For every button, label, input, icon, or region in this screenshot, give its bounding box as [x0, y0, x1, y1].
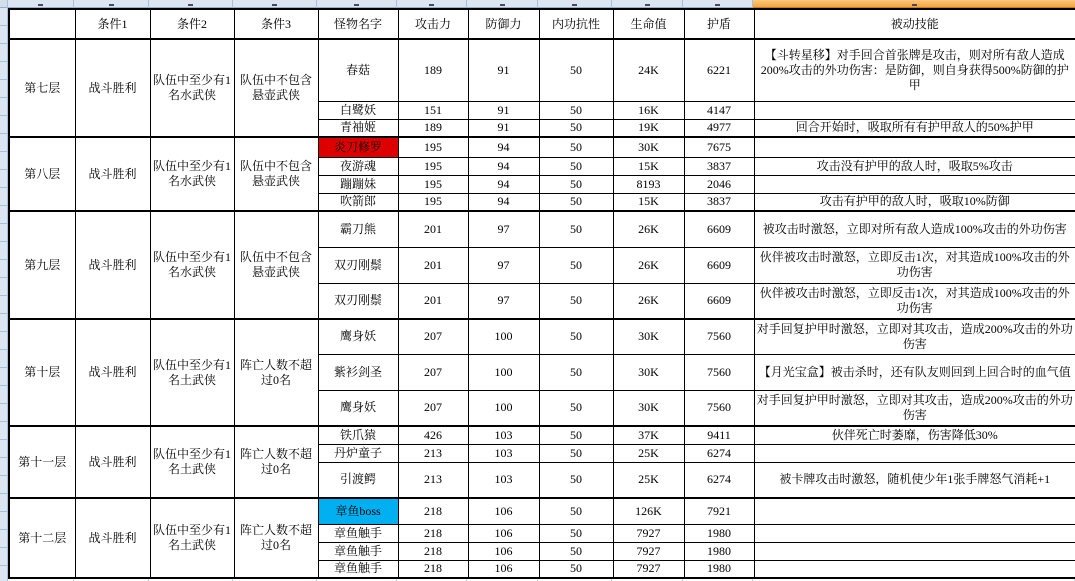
- hp-cell[interactable]: 7927: [613, 560, 684, 578]
- shield-cell[interactable]: 7560: [684, 354, 754, 390]
- header-defense[interactable]: 防御力: [468, 9, 539, 39]
- passive-skill-cell[interactable]: 攻击没有护甲的敌人时，吸取5%攻击: [754, 157, 1075, 175]
- column-header-cell[interactable]: [538, 0, 612, 8]
- defense-cell[interactable]: 106: [468, 542, 539, 560]
- defense-cell[interactable]: 106: [468, 498, 539, 524]
- column-header-cell[interactable]: [753, 0, 1075, 8]
- defense-cell[interactable]: 100: [468, 390, 539, 426]
- attack-cell[interactable]: 151: [398, 101, 468, 119]
- header-floor[interactable]: [9, 9, 75, 39]
- resist-cell[interactable]: 50: [539, 39, 613, 101]
- hp-cell[interactable]: 19K: [613, 119, 684, 137]
- shield-cell[interactable]: 1980: [684, 542, 754, 560]
- hp-cell[interactable]: 30K: [613, 319, 684, 354]
- hp-cell[interactable]: 8193: [613, 175, 684, 193]
- passive-skill-cell[interactable]: 对手回复护甲时激怒，立即对其攻击，造成200%攻击的外功伤害: [754, 390, 1075, 426]
- shield-cell[interactable]: 6221: [684, 39, 754, 101]
- attack-cell[interactable]: 426: [398, 426, 468, 444]
- condition-1-cell[interactable]: 战斗胜利: [75, 426, 150, 498]
- monster-name-cell[interactable]: 引渡鳄: [318, 462, 398, 498]
- floor-label-cell[interactable]: 第十层: [9, 319, 75, 426]
- condition-1-cell[interactable]: 战斗胜利: [75, 39, 150, 137]
- condition-2-cell[interactable]: 队伍中至少有1名土武侠: [150, 426, 234, 498]
- attack-cell[interactable]: 218: [398, 560, 468, 578]
- defense-cell[interactable]: 103: [468, 426, 539, 444]
- monster-name-cell[interactable]: 霸刀熊: [318, 211, 398, 247]
- column-letter-remnant: [188, 4, 193, 6]
- column-letter-remnant: [912, 4, 917, 6]
- passive-skill-cell[interactable]: [754, 524, 1075, 542]
- passive-skill-cell[interactable]: 被攻击时激怒，立即对所有敌人造成100%攻击的外功伤害: [754, 211, 1075, 247]
- column-header-strip: [0, 0, 1075, 8]
- passive-skill-cell[interactable]: 回合开始时，吸取所有有护甲敌人的50%护甲: [754, 119, 1075, 137]
- resist-cell[interactable]: 50: [539, 542, 613, 560]
- shield-cell[interactable]: 3837: [684, 157, 754, 175]
- passive-skill-cell[interactable]: [754, 101, 1075, 119]
- monster-name-cell[interactable]: 章鱼触手: [318, 524, 398, 542]
- shield-cell[interactable]: 3837: [684, 193, 754, 211]
- monster-row: [9, 137, 1075, 157]
- defense-cell[interactable]: 94: [468, 193, 539, 211]
- attack-cell[interactable]: 189: [398, 39, 468, 101]
- hp-cell[interactable]: 25K: [613, 444, 684, 462]
- condition-1-cell[interactable]: 战斗胜利: [75, 211, 150, 319]
- resist-cell[interactable]: 50: [539, 283, 613, 319]
- condition-2-cell[interactable]: 队伍中至少有1名水武侠: [150, 137, 234, 211]
- hp-cell[interactable]: 30K: [613, 137, 684, 157]
- column-header-cell[interactable]: [74, 0, 149, 8]
- shield-cell[interactable]: 6274: [684, 462, 754, 498]
- condition-3-cell[interactable]: 阵亡人数不超过0名: [234, 319, 318, 426]
- header-passive[interactable]: 被动技能: [754, 9, 1075, 39]
- monster-name-cell[interactable]: 章鱼触手: [318, 560, 398, 578]
- monster-name-cell[interactable]: 鹰身妖: [318, 319, 398, 354]
- header-condition-1[interactable]: 条件1: [75, 9, 150, 39]
- hp-cell[interactable]: 25K: [613, 462, 684, 498]
- hp-cell[interactable]: 30K: [613, 390, 684, 426]
- passive-skill-cell[interactable]: [754, 560, 1075, 578]
- hp-cell[interactable]: 26K: [613, 247, 684, 283]
- resist-cell[interactable]: 50: [539, 175, 613, 193]
- monster-name-cell[interactable]: 青袖姬: [318, 119, 398, 137]
- hp-cell[interactable]: 30K: [613, 354, 684, 390]
- condition-1-cell[interactable]: 战斗胜利: [75, 498, 150, 578]
- monster-table-body: [9, 39, 1075, 578]
- defense-cell[interactable]: 94: [468, 175, 539, 193]
- monster-name-cell[interactable]: 章鱼触手: [318, 542, 398, 560]
- column-header-cell[interactable]: [317, 0, 397, 8]
- condition-2-cell[interactable]: 队伍中至少有1名水武侠: [150, 211, 234, 319]
- passive-skill-cell[interactable]: [754, 498, 1075, 524]
- column-letter-remnant: [500, 4, 505, 6]
- defense-cell[interactable]: 103: [468, 444, 539, 462]
- monster-name-cell[interactable]: 春菇: [318, 39, 398, 101]
- shield-cell[interactable]: 7560: [684, 390, 754, 426]
- resist-cell[interactable]: 50: [539, 524, 613, 542]
- resist-cell[interactable]: 50: [539, 119, 613, 137]
- attack-cell[interactable]: 218: [398, 542, 468, 560]
- resist-cell[interactable]: 50: [539, 444, 613, 462]
- row-header-strip[interactable]: [0, 8, 8, 581]
- resist-cell[interactable]: 50: [539, 211, 613, 247]
- condition-1-cell[interactable]: 战斗胜利: [75, 319, 150, 426]
- condition-2-cell[interactable]: 队伍中至少有1名土武侠: [150, 498, 234, 578]
- shield-cell[interactable]: 4977: [684, 119, 754, 137]
- defense-cell[interactable]: 97: [468, 283, 539, 319]
- passive-skill-cell[interactable]: [754, 137, 1075, 157]
- defense-cell[interactable]: 97: [468, 247, 539, 283]
- hp-cell[interactable]: 24K: [613, 39, 684, 101]
- header-condition-3[interactable]: 条件3: [234, 9, 318, 39]
- defense-cell[interactable]: 103: [468, 462, 539, 498]
- attack-cell[interactable]: 195: [398, 193, 468, 211]
- condition-3-cell[interactable]: 阵亡人数不超过0名: [234, 426, 318, 498]
- attack-cell[interactable]: 189: [398, 119, 468, 137]
- monster-table: [8, 8, 1075, 579]
- attack-cell[interactable]: 207: [398, 390, 468, 426]
- floor-label-cell[interactable]: 第十二层: [9, 498, 75, 578]
- resist-cell[interactable]: 50: [539, 137, 613, 157]
- table-header-row: [9, 9, 1075, 39]
- resist-cell[interactable]: 50: [539, 247, 613, 283]
- defense-cell[interactable]: 106: [468, 560, 539, 578]
- hp-cell[interactable]: 26K: [613, 283, 684, 319]
- condition-3-cell[interactable]: 队伍中不包含悬壶武侠: [234, 137, 318, 211]
- monster-name-cell[interactable]: 丹炉童子: [318, 444, 398, 462]
- column-letter-remnant: [38, 4, 43, 6]
- header-monster-name[interactable]: 怪物名字: [318, 9, 398, 39]
- header-attack[interactable]: 攻击力: [398, 9, 468, 39]
- column-letter-remnant: [272, 4, 277, 6]
- shield-cell[interactable]: 9411: [684, 426, 754, 444]
- attack-cell[interactable]: 201: [398, 211, 468, 247]
- hp-cell[interactable]: 7927: [613, 542, 684, 560]
- column-letter-remnant: [715, 4, 720, 6]
- column-header-cell[interactable]: [612, 0, 683, 8]
- passive-skill-cell[interactable]: 伙伴被攻击时激怒，立即反击1次，对其造成100%攻击的外功伤害: [754, 283, 1075, 319]
- attack-cell[interactable]: 195: [398, 175, 468, 193]
- condition-3-cell[interactable]: 阵亡人数不超过0名: [234, 498, 318, 578]
- condition-2-cell[interactable]: 队伍中至少有1名土武侠: [150, 319, 234, 426]
- defense-cell[interactable]: 91: [468, 39, 539, 101]
- monster-name-cell[interactable]: 夜游魂: [318, 157, 398, 175]
- column-header-cell[interactable]: [397, 0, 467, 8]
- passive-skill-cell[interactable]: 对手回复护甲时激怒，立即对其攻击，造成200%攻击的外功伤害: [754, 319, 1075, 354]
- floor-label-cell[interactable]: 第十一层: [9, 426, 75, 498]
- hp-cell[interactable]: 37K: [613, 426, 684, 444]
- attack-cell[interactable]: 195: [398, 157, 468, 175]
- attack-cell[interactable]: 218: [398, 524, 468, 542]
- shield-cell[interactable]: 4147: [684, 101, 754, 119]
- floor-label-cell[interactable]: 第八层: [9, 137, 75, 211]
- hp-cell[interactable]: 7927: [613, 524, 684, 542]
- resist-cell[interactable]: 50: [539, 193, 613, 211]
- monster-name-cell[interactable]: 蹦蹦妹: [318, 175, 398, 193]
- attack-cell[interactable]: 207: [398, 319, 468, 354]
- floor-label-cell[interactable]: 第七层: [9, 39, 75, 137]
- hp-cell[interactable]: 26K: [613, 211, 684, 247]
- hp-cell[interactable]: 16K: [613, 101, 684, 119]
- defense-cell[interactable]: 94: [468, 137, 539, 157]
- monster-row: [9, 319, 1075, 354]
- passive-skill-cell[interactable]: [754, 175, 1075, 193]
- condition-2-cell[interactable]: 队伍中至少有1名水武侠: [150, 39, 234, 137]
- column-header-cell[interactable]: [233, 0, 317, 8]
- resist-cell[interactable]: 50: [539, 157, 613, 175]
- defense-cell[interactable]: 100: [468, 354, 539, 390]
- passive-skill-cell[interactable]: 【月光宝盒】被击杀时，还有队友则回到上回合时的血气值: [754, 354, 1075, 390]
- defense-cell[interactable]: 106: [468, 524, 539, 542]
- passive-skill-cell[interactable]: 伙伴被攻击时激怒，立即反击1次，对其造成100%攻击的外功伤害: [754, 247, 1075, 283]
- column-letter-remnant: [109, 4, 114, 6]
- attack-cell[interactable]: 207: [398, 354, 468, 390]
- attack-cell[interactable]: 195: [398, 137, 468, 157]
- passive-skill-cell[interactable]: 伙伴死亡时萎靡，伤害降低30%: [754, 426, 1075, 444]
- passive-skill-cell[interactable]: [754, 444, 1075, 462]
- defense-cell[interactable]: 97: [468, 211, 539, 247]
- defense-cell[interactable]: 91: [468, 119, 539, 137]
- attack-cell[interactable]: 201: [398, 247, 468, 283]
- hp-cell[interactable]: 126K: [613, 498, 684, 524]
- header-hp[interactable]: 生命值: [613, 9, 684, 39]
- hp-cell[interactable]: 15K: [613, 157, 684, 175]
- monster-row: [9, 426, 1075, 444]
- shield-cell[interactable]: 6609: [684, 247, 754, 283]
- condition-3-cell[interactable]: 队伍中不包含悬壶武侠: [234, 211, 318, 319]
- monster-name-cell[interactable]: 鹰身妖: [318, 390, 398, 426]
- monster-name-cell[interactable]: 炎刀修罗: [318, 137, 398, 157]
- passive-skill-cell[interactable]: 被卡牌攻击时激怒，随机使少年1张手牌怒气消耗+1: [754, 462, 1075, 498]
- monster-name-cell[interactable]: 吹箭郎: [318, 193, 398, 211]
- monster-name-cell[interactable]: 双刃刚鬃: [318, 247, 398, 283]
- attack-cell[interactable]: 218: [398, 498, 468, 524]
- header-condition-2[interactable]: 条件2: [150, 9, 234, 39]
- monster-row: [9, 39, 1075, 101]
- defense-cell[interactable]: 94: [468, 157, 539, 175]
- shield-cell[interactable]: 1980: [684, 560, 754, 578]
- attack-cell[interactable]: 213: [398, 444, 468, 462]
- resist-cell[interactable]: 50: [539, 354, 613, 390]
- monster-name-cell[interactable]: 章鱼boss: [318, 498, 398, 524]
- resist-cell[interactable]: 50: [539, 560, 613, 578]
- resist-cell[interactable]: 50: [539, 426, 613, 444]
- passive-skill-cell[interactable]: 【斗转星移】对手回合首张牌是攻击，则对所有敌人造成200%攻击的外功伤害：是防御，则自身获得500%防御的护甲: [754, 39, 1075, 101]
- shield-cell[interactable]: 6609: [684, 211, 754, 247]
- shield-cell[interactable]: 7560: [684, 319, 754, 354]
- resist-cell[interactable]: 50: [539, 498, 613, 524]
- header-shield[interactable]: 护盾: [684, 9, 754, 39]
- hp-cell[interactable]: 15K: [613, 193, 684, 211]
- resist-cell[interactable]: 50: [539, 462, 613, 498]
- monster-name-cell[interactable]: 紫衫剑圣: [318, 354, 398, 390]
- monster-name-cell[interactable]: 白鹭妖: [318, 101, 398, 119]
- condition-3-cell[interactable]: 队伍中不包含悬壶武侠: [234, 39, 318, 137]
- shield-cell[interactable]: 1980: [684, 524, 754, 542]
- attack-cell[interactable]: 201: [398, 283, 468, 319]
- monster-row: [9, 498, 1075, 524]
- passive-skill-cell[interactable]: 攻击有护甲的敌人时，吸取10%防御: [754, 193, 1075, 211]
- column-letter-remnant: [572, 4, 577, 6]
- resist-cell[interactable]: 50: [539, 319, 613, 354]
- column-header-cell[interactable]: [149, 0, 233, 8]
- shield-cell[interactable]: 6274: [684, 444, 754, 462]
- monster-name-cell[interactable]: 铁爪猿: [318, 426, 398, 444]
- shield-cell[interactable]: 2046: [684, 175, 754, 193]
- header-resist[interactable]: 内功抗性: [539, 9, 613, 39]
- column-header-cell[interactable]: [8, 0, 74, 8]
- floor-label-cell[interactable]: 第九层: [9, 211, 75, 319]
- column-letter-remnant: [354, 4, 359, 6]
- column-header-cell[interactable]: [683, 0, 753, 8]
- resist-cell[interactable]: 50: [539, 390, 613, 426]
- resist-cell[interactable]: 50: [539, 101, 613, 119]
- monster-row: [9, 211, 1075, 247]
- defense-cell[interactable]: 91: [468, 101, 539, 119]
- shield-cell[interactable]: 7921: [684, 498, 754, 524]
- column-letter-remnant: [429, 4, 434, 6]
- shield-cell[interactable]: 6609: [684, 283, 754, 319]
- shield-cell[interactable]: 7675: [684, 137, 754, 157]
- condition-1-cell[interactable]: 战斗胜利: [75, 137, 150, 211]
- defense-cell[interactable]: 100: [468, 319, 539, 354]
- monster-name-cell[interactable]: 双刃刚鬃: [318, 283, 398, 319]
- attack-cell[interactable]: 213: [398, 462, 468, 498]
- select-all-corner[interactable]: [0, 0, 8, 8]
- column-header-cell[interactable]: [467, 0, 538, 8]
- column-letter-remnant: [645, 4, 650, 6]
- passive-skill-cell[interactable]: [754, 542, 1075, 560]
